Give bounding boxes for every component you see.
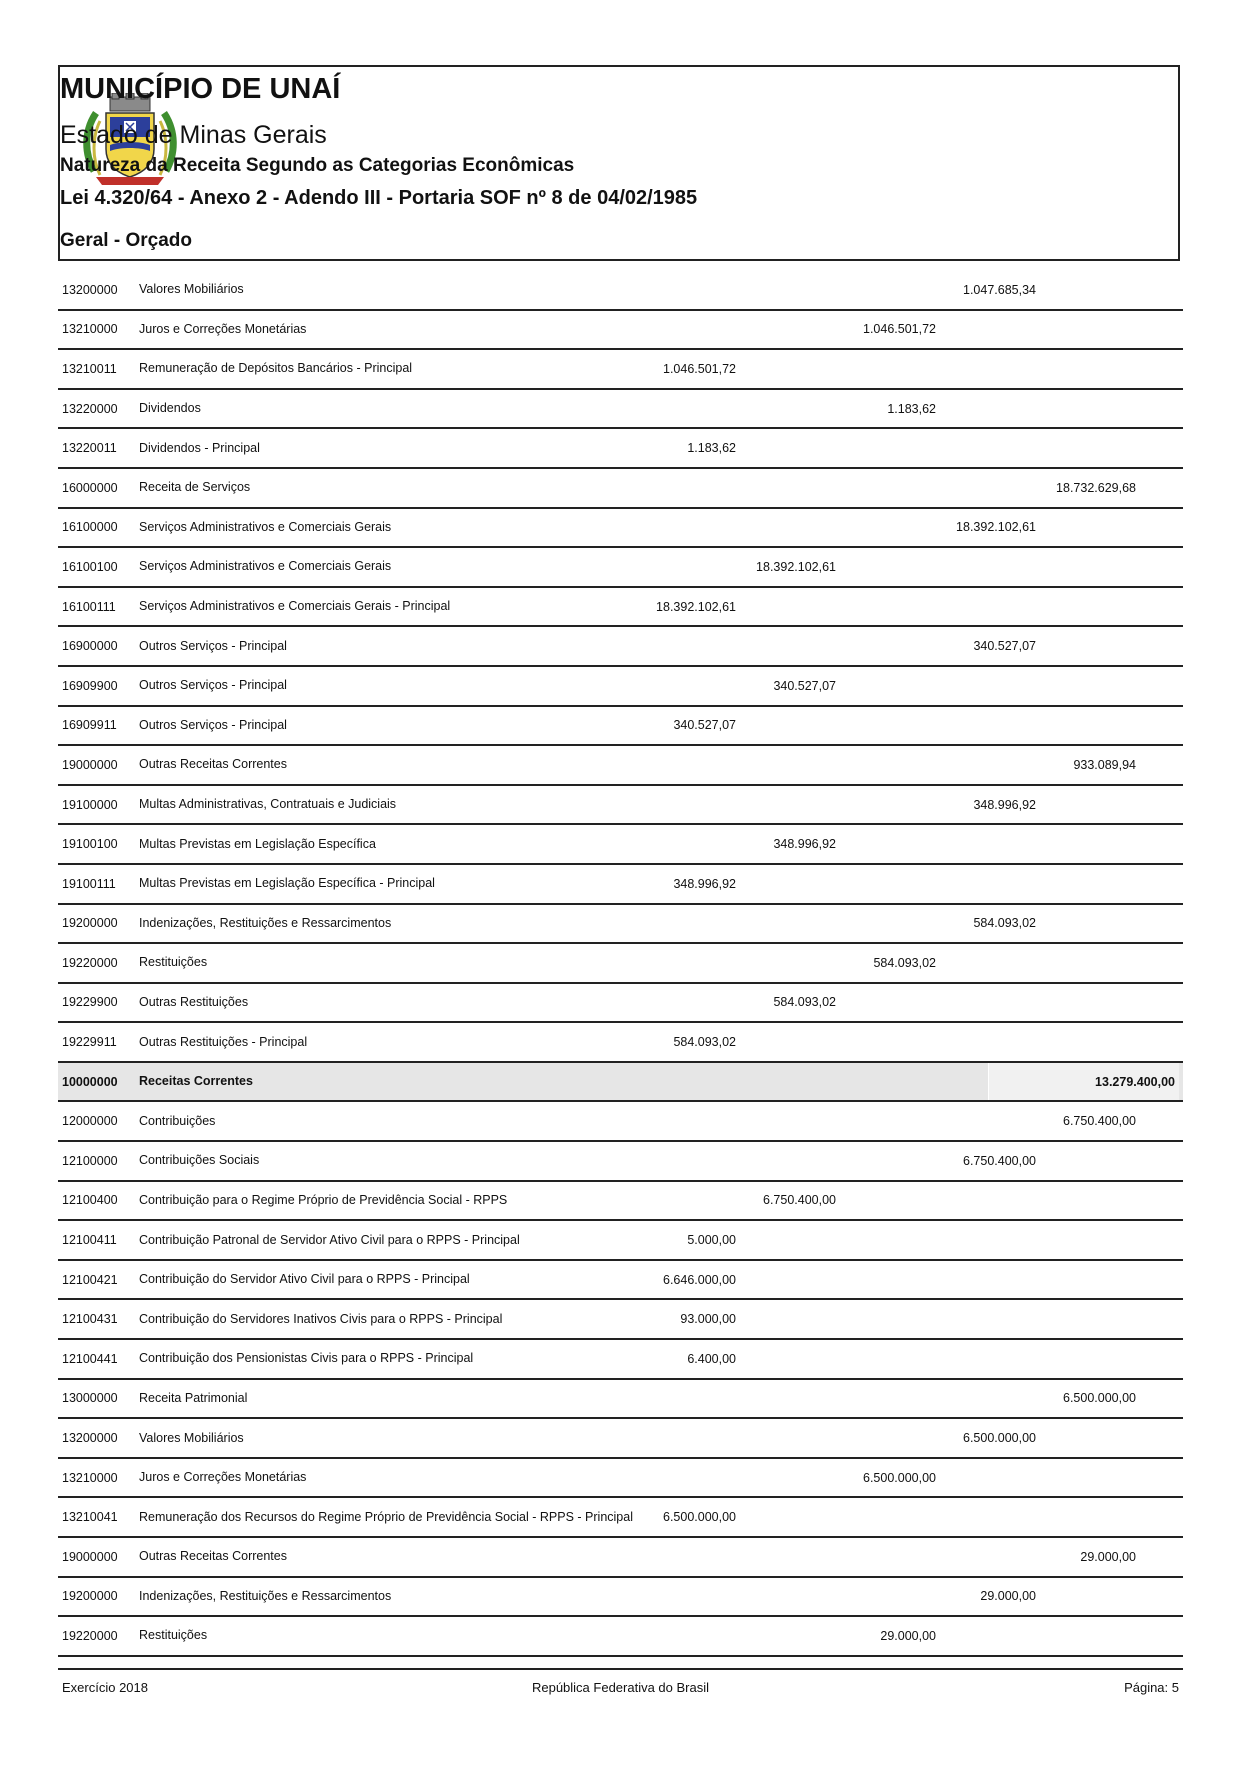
revenue-table bbox=[58, 271, 1183, 1657]
table-row bbox=[58, 707, 1183, 747]
revenue-amount: 6.750.400,00 bbox=[763, 1193, 836, 1208]
revenue-description: Receitas Correntes bbox=[139, 1074, 253, 1089]
table-row bbox=[58, 1617, 1183, 1657]
revenue-amount: 1.183,62 bbox=[687, 441, 736, 456]
table-row bbox=[58, 984, 1183, 1024]
revenue-amount: 6.500.000,00 bbox=[963, 1431, 1036, 1446]
revenue-code: 19220000 bbox=[62, 955, 118, 970]
table-row bbox=[58, 825, 1183, 865]
revenue-description: Contribuição para o Regime Próprio de Previdência Social - RPPS bbox=[139, 1192, 508, 1207]
revenue-description: Serviços Administrativos e Comerciais Gerais bbox=[139, 559, 392, 574]
state-name: Estado de Minas Gerais bbox=[60, 121, 327, 149]
revenue-code: 19100111 bbox=[62, 876, 116, 891]
revenue-code: 19100100 bbox=[62, 837, 118, 852]
revenue-amount: 6.646.000,00 bbox=[663, 1272, 736, 1287]
revenue-code: 19000000 bbox=[62, 757, 118, 772]
revenue-amount: 18.392.102,61 bbox=[656, 599, 736, 614]
revenue-code: 13210000 bbox=[62, 1470, 118, 1485]
revenue-amount: 340.527,07 bbox=[673, 718, 736, 733]
table-row bbox=[58, 469, 1183, 509]
revenue-code: 13000000 bbox=[62, 1391, 118, 1406]
revenue-description: Contribuição do Servidores Inativos Civis para o RPPS - Principal bbox=[139, 1311, 503, 1326]
revenue-description: Juros e Correções Monetárias bbox=[139, 1470, 307, 1485]
revenue-code: 12100000 bbox=[62, 1153, 118, 1168]
revenue-description: Contribuição dos Pensionistas Civis para o RPPS - Principal bbox=[139, 1351, 474, 1366]
revenue-amount: 933.089,94 bbox=[1073, 757, 1136, 772]
revenue-code: 16100111 bbox=[62, 599, 116, 614]
revenue-amount: 340.527,07 bbox=[773, 678, 836, 693]
revenue-code: 13220000 bbox=[62, 401, 118, 416]
footer-republic: República Federativa do Brasil bbox=[531, 1680, 710, 1695]
table-row bbox=[58, 786, 1183, 826]
legal-reference: Lei 4.320/64 - Anexo 2 - Adendo III - Portaria SOF nº 8 de 04/02/1985 bbox=[60, 187, 698, 209]
table-row bbox=[58, 1459, 1183, 1499]
footer-exercise: Exercício 2018 bbox=[62, 1680, 148, 1695]
revenue-code: 13210041 bbox=[62, 1510, 118, 1525]
revenue-code: 12100441 bbox=[62, 1351, 118, 1366]
footer-page-number: Página: 5 bbox=[1124, 1680, 1179, 1695]
revenue-code: 19220000 bbox=[62, 1628, 118, 1643]
revenue-amount: 18.732.629,68 bbox=[1056, 480, 1136, 495]
revenue-description: Outros Serviços - Principal bbox=[139, 678, 287, 693]
revenue-amount: 6.500.000,00 bbox=[663, 1510, 736, 1525]
revenue-code: 19100000 bbox=[62, 797, 118, 812]
table-row bbox=[58, 1419, 1183, 1459]
table-row bbox=[58, 311, 1183, 351]
revenue-code: 13200000 bbox=[62, 282, 118, 297]
revenue-amount: 6.500.000,00 bbox=[863, 1470, 936, 1485]
revenue-code: 16100100 bbox=[62, 559, 118, 574]
revenue-description: Remuneração de Depósitos Bancários - Principal bbox=[139, 361, 413, 376]
revenue-amount: 1.046.501,72 bbox=[863, 322, 936, 337]
revenue-code: 16000000 bbox=[62, 480, 118, 495]
revenue-amount: 584.093,02 bbox=[673, 1035, 736, 1050]
revenue-code: 16909911 bbox=[62, 718, 117, 733]
revenue-description: Outros Serviços - Principal bbox=[139, 638, 287, 653]
report-title: Natureza da Receita Segundo as Categorias Econômicas bbox=[60, 155, 575, 176]
revenue-amount: 1.183,62 bbox=[887, 401, 936, 416]
revenue-code: 19200000 bbox=[62, 1589, 118, 1604]
table-row bbox=[58, 1102, 1183, 1142]
table-row bbox=[58, 627, 1183, 667]
revenue-code: 19229900 bbox=[62, 995, 118, 1010]
table-row bbox=[58, 1182, 1183, 1222]
table-row bbox=[58, 429, 1183, 469]
table-row bbox=[58, 1142, 1183, 1182]
revenue-code: 12100400 bbox=[62, 1193, 118, 1208]
revenue-code: 16100000 bbox=[62, 520, 118, 535]
table-row bbox=[58, 1221, 1183, 1261]
revenue-code: 12100431 bbox=[62, 1312, 118, 1327]
revenue-code: 10000000 bbox=[62, 1074, 118, 1089]
revenue-description: Multas Previstas em Legislação Específica bbox=[139, 836, 376, 851]
revenue-description: Outras Restituições bbox=[139, 994, 249, 1009]
revenue-description: Contribuições Sociais bbox=[139, 1153, 260, 1168]
revenue-code: 19000000 bbox=[62, 1549, 118, 1564]
revenue-description: Dividendos bbox=[139, 401, 201, 416]
table-total-row bbox=[58, 1063, 1183, 1103]
revenue-code: 13200000 bbox=[62, 1431, 118, 1446]
table-row bbox=[58, 1578, 1183, 1618]
revenue-amount: 584.093,02 bbox=[973, 916, 1036, 931]
revenue-amount: 6.750.400,00 bbox=[1063, 1114, 1136, 1129]
report-scope: Geral - Orçado bbox=[60, 230, 192, 251]
revenue-amount: 348.996,92 bbox=[973, 797, 1036, 812]
revenue-amount: 348.996,92 bbox=[673, 876, 736, 891]
table-row bbox=[58, 1498, 1183, 1538]
revenue-description: Dividendos - Principal bbox=[139, 440, 260, 455]
revenue-amount: 6.750.400,00 bbox=[963, 1153, 1036, 1168]
table-row bbox=[58, 271, 1183, 311]
revenue-amount: 29.000,00 bbox=[880, 1628, 936, 1643]
revenue-code: 16909900 bbox=[62, 678, 118, 693]
revenue-description: Receita de Serviços bbox=[139, 480, 251, 495]
table-row bbox=[58, 509, 1183, 549]
revenue-amount: 18.392.102,61 bbox=[756, 559, 836, 574]
table-row bbox=[58, 1538, 1183, 1578]
revenue-code: 12000000 bbox=[62, 1114, 118, 1129]
revenue-description: Multas Administrativas, Contratuais e Judiciais bbox=[139, 797, 397, 812]
revenue-description: Serviços Administrativos e Comerciais Gerais - Principal bbox=[139, 599, 451, 614]
revenue-amount: 29.000,00 bbox=[1080, 1549, 1136, 1564]
revenue-description: Restituições bbox=[139, 1628, 208, 1643]
revenue-description: Serviços Administrativos e Comerciais Gerais bbox=[139, 519, 392, 534]
revenue-description: Remuneração dos Recursos do Regime Próprio de Previdência Social - RPPS - Principal bbox=[139, 1509, 633, 1524]
table-row bbox=[58, 667, 1183, 707]
table-row bbox=[58, 1380, 1183, 1420]
table-row bbox=[58, 746, 1183, 786]
footer-divider bbox=[58, 1668, 1183, 1670]
revenue-amount: 584.093,02 bbox=[773, 995, 836, 1010]
table-row bbox=[58, 865, 1183, 905]
table-row bbox=[58, 350, 1183, 390]
revenue-code: 16900000 bbox=[62, 639, 118, 654]
revenue-description: Valores Mobiliários bbox=[139, 1430, 244, 1445]
revenue-description: Outras Receitas Correntes bbox=[139, 757, 287, 772]
revenue-code: 19200000 bbox=[62, 916, 118, 931]
revenue-code: 13220011 bbox=[62, 441, 117, 456]
revenue-code: 12100411 bbox=[62, 1233, 117, 1248]
revenue-amount: 13.279.400,00 bbox=[988, 1063, 1179, 1101]
revenue-description: Contribuições bbox=[139, 1113, 216, 1128]
revenue-description: Juros e Correções Monetárias bbox=[139, 321, 307, 336]
revenue-amount: 340.527,07 bbox=[973, 639, 1036, 654]
revenue-description: Valores Mobiliários bbox=[139, 282, 244, 297]
revenue-code: 19229911 bbox=[62, 1035, 117, 1050]
table-row bbox=[58, 905, 1183, 945]
revenue-amount: 1.046.501,72 bbox=[663, 361, 736, 376]
revenue-description: Indenizações, Restituições e Ressarcimentos bbox=[139, 915, 392, 930]
revenue-amount: 1.047.685,34 bbox=[963, 282, 1036, 297]
table-row bbox=[58, 1023, 1183, 1063]
table-row bbox=[58, 944, 1183, 984]
report-header bbox=[58, 65, 1180, 261]
revenue-amount: 348.996,92 bbox=[773, 837, 836, 852]
table-row bbox=[58, 588, 1183, 628]
revenue-description: Outras Restituições - Principal bbox=[139, 1034, 308, 1049]
revenue-description: Outras Receitas Correntes bbox=[139, 1549, 287, 1564]
revenue-amount: 584.093,02 bbox=[873, 955, 936, 970]
page-title: MUNICÍPIO DE UNAÍ bbox=[60, 73, 341, 105]
revenue-code: 13210011 bbox=[62, 361, 117, 376]
revenue-amount: 6.400,00 bbox=[687, 1351, 736, 1366]
revenue-description: Contribuição Patronal de Servidor Ativo Civil para o RPPS - Principal bbox=[139, 1232, 520, 1247]
table-row bbox=[58, 1340, 1183, 1380]
revenue-description: Indenizações, Restituições e Ressarcimentos bbox=[139, 1588, 392, 1603]
revenue-amount: 29.000,00 bbox=[980, 1589, 1036, 1604]
revenue-amount: 6.500.000,00 bbox=[1063, 1391, 1136, 1406]
table-row bbox=[58, 1261, 1183, 1301]
revenue-code: 12100421 bbox=[62, 1272, 118, 1287]
revenue-amount: 5.000,00 bbox=[687, 1233, 736, 1248]
table-row bbox=[58, 390, 1183, 430]
table-row bbox=[58, 548, 1183, 588]
table-row bbox=[58, 1300, 1183, 1340]
revenue-description: Receita Patrimonial bbox=[139, 1390, 248, 1405]
revenue-description: Contribuição do Servidor Ativo Civil para o RPPS - Principal bbox=[139, 1272, 470, 1287]
revenue-description: Outros Serviços - Principal bbox=[139, 717, 287, 732]
revenue-amount: 93.000,00 bbox=[680, 1312, 736, 1327]
revenue-description: Multas Previstas em Legislação Específica - Principal bbox=[139, 876, 435, 891]
revenue-description: Restituições bbox=[139, 955, 208, 970]
revenue-amount: 18.392.102,61 bbox=[956, 520, 1036, 535]
revenue-code: 13210000 bbox=[62, 322, 118, 337]
